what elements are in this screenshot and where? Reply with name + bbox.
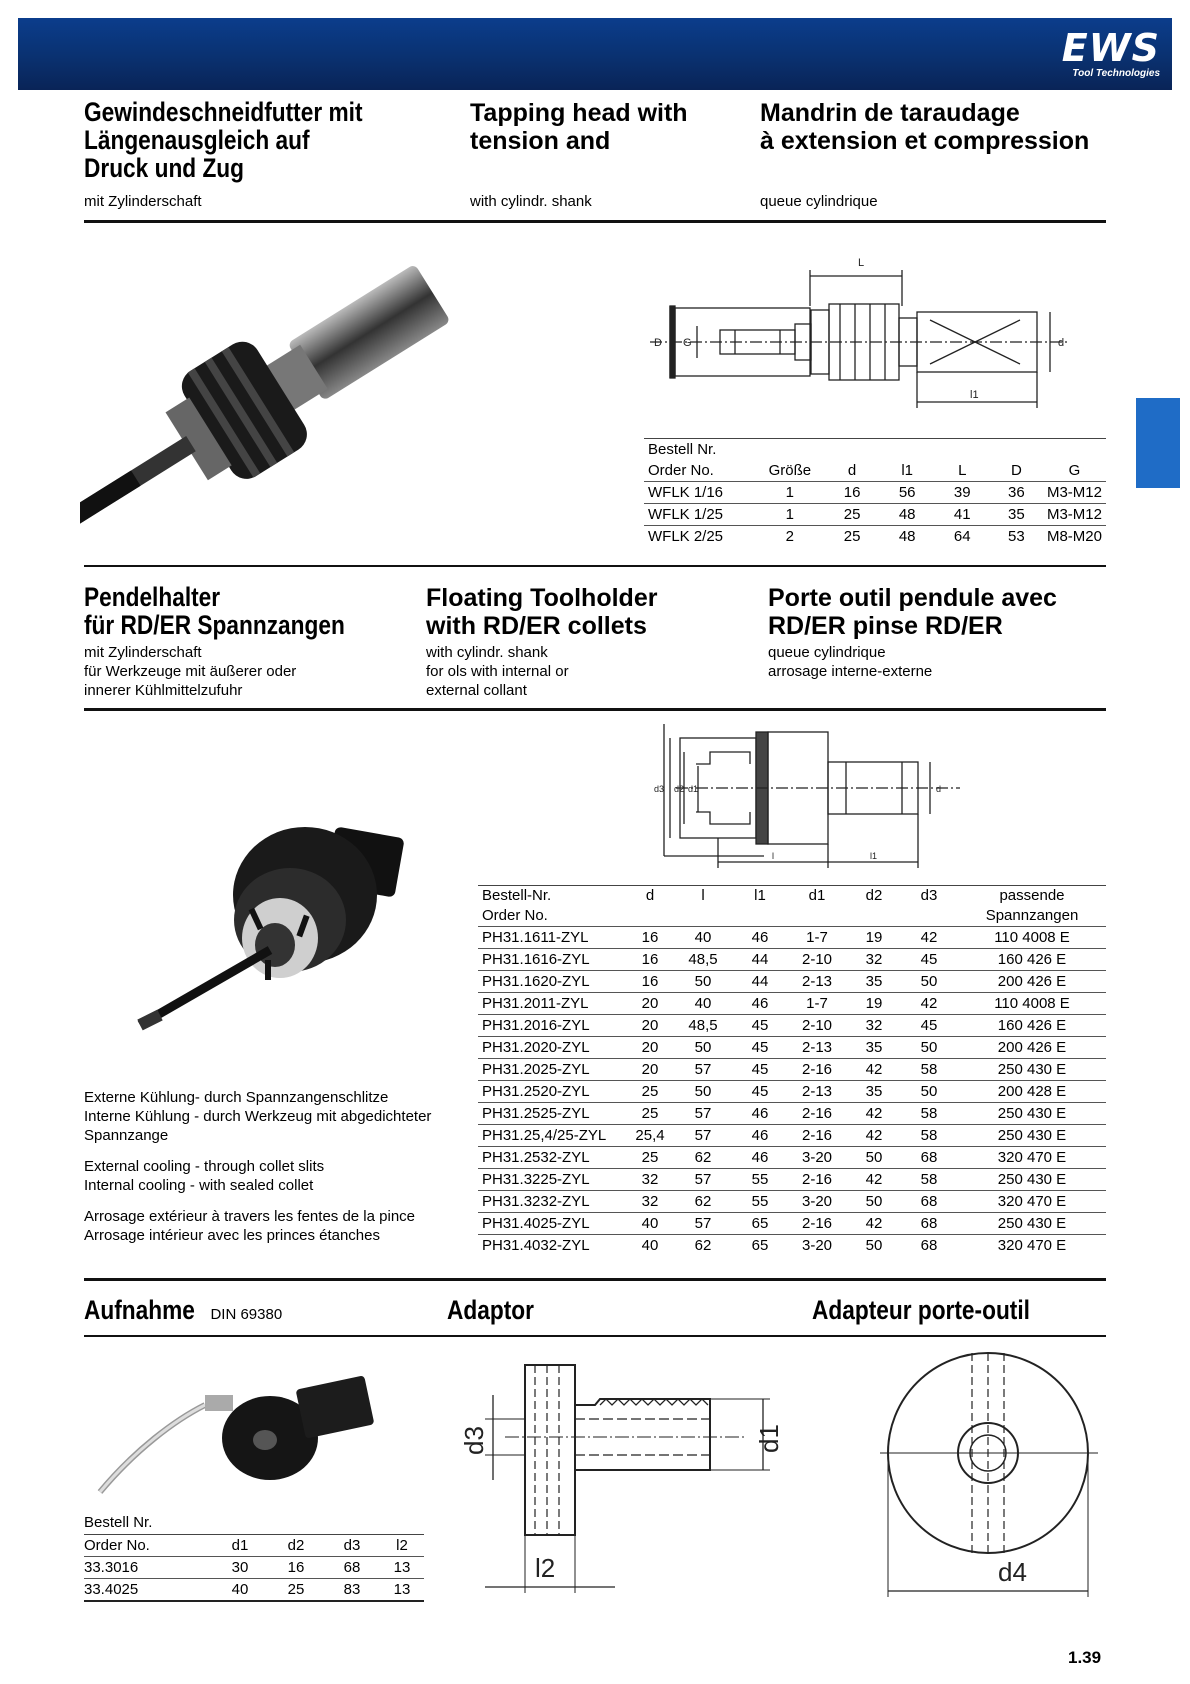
table-cell: 2-16 <box>786 1103 848 1125</box>
dim-label: D <box>654 337 662 349</box>
s3-table-bottom-rule <box>84 1600 424 1602</box>
table-cell: 20 <box>628 1059 672 1081</box>
table-cell: 250 430 E <box>958 1103 1106 1125</box>
adaptor-side-drawing <box>445 1355 795 1605</box>
s3-title-fr: Adapteur porte-outil <box>812 1295 1030 1325</box>
s1-table-wrap <box>644 438 1106 547</box>
dim-label: l2 <box>535 1553 556 1583</box>
table-cell: 35 <box>990 504 1043 526</box>
section-side-tab <box>1136 398 1180 488</box>
s2-table-body <box>478 927 1106 1257</box>
table-cell: 110 4008 E <box>958 993 1106 1015</box>
th: Bestell-Nr. <box>482 887 552 904</box>
table-cell: 19 <box>848 993 900 1015</box>
s2-table-header-row2 <box>478 905 1106 927</box>
table-cell: PH31.2011-ZYL <box>478 993 628 1015</box>
table-cell: 3-20 <box>786 1235 848 1257</box>
table-row <box>478 1235 1106 1257</box>
s2-title-de-line: Pendelhalter <box>84 582 221 612</box>
table-cell: 250 430 E <box>958 1169 1106 1191</box>
table-cell: 25,4 <box>628 1125 672 1147</box>
s1-title-de <box>84 98 362 182</box>
tapping-head-drawing <box>640 248 1080 413</box>
table-cell: 50 <box>900 1081 958 1103</box>
table-cell: 2-16 <box>786 1213 848 1235</box>
table-cell: 50 <box>900 1037 958 1059</box>
table-cell: 48 <box>880 526 935 548</box>
table-cell: 65 <box>734 1235 786 1257</box>
table-cell: 320 470 E <box>958 1147 1106 1169</box>
dim-label: G <box>683 337 692 349</box>
table-cell: 250 430 E <box>958 1125 1106 1147</box>
s1-table <box>644 460 1106 547</box>
table-cell: 48,5 <box>672 949 734 971</box>
s1-sub-en: with cylindr. shank <box>470 193 592 210</box>
table-cell: 57 <box>672 1213 734 1235</box>
s3-top-divider <box>84 1278 1106 1281</box>
logo-tagline: Tool Technologies <box>1072 68 1160 79</box>
table-cell: 53 <box>990 526 1043 548</box>
s2-title-de-line: für RD/ER Spannzangen <box>84 610 345 640</box>
s1-divider <box>84 220 1106 223</box>
s2-sub-en-line: for ols with internal or <box>426 663 569 680</box>
table-cell: 58 <box>900 1169 958 1191</box>
table-row <box>478 1191 1106 1213</box>
table-cell: 40 <box>672 927 734 949</box>
s1-title-de-line: Druck und Zug <box>84 153 245 183</box>
table-cell: PH31.2532-ZYL <box>478 1147 628 1169</box>
table-cell: 2-13 <box>786 1037 848 1059</box>
adaptor-photo <box>95 1360 395 1510</box>
table-cell: WFLK 1/16 <box>644 482 755 504</box>
s2-sub-fr <box>768 643 932 681</box>
s2-sub-de-line: für Werkzeuge mit äußerer oder <box>84 663 297 680</box>
s3-title-de-wrap <box>84 1296 282 1324</box>
table-row <box>478 1147 1106 1169</box>
s2-table-wrap <box>478 885 1106 1256</box>
table-cell: 33.4025 <box>84 1579 212 1601</box>
table-cell: 160 426 E <box>958 949 1106 971</box>
table-cell: 44 <box>734 949 786 971</box>
table-row <box>478 1059 1106 1081</box>
table-cell: 42 <box>848 1103 900 1125</box>
table-cell: 42 <box>848 1213 900 1235</box>
table-row <box>478 927 1106 949</box>
table-cell: 35 <box>848 971 900 993</box>
table-cell: 32 <box>628 1191 672 1213</box>
table-cell: 64 <box>935 526 990 548</box>
table-cell: 2-13 <box>786 971 848 993</box>
table-cell: 45 <box>734 1037 786 1059</box>
th: G <box>1068 462 1081 479</box>
s2-sub-en-line: with cylindr. shank <box>426 644 548 661</box>
table-cell: 55 <box>734 1191 786 1213</box>
note-line: Interne Kühlung - durch Werkzeug mit abgedichteter <box>84 1108 432 1125</box>
table-cell: 33.3016 <box>84 1557 212 1579</box>
th: Order No. <box>648 462 714 479</box>
note-line: Internal cooling - with sealed collet <box>84 1177 314 1194</box>
table-cell: 42 <box>848 1125 900 1147</box>
s2-sub-de-line: mit Zylinderschaft <box>84 644 202 661</box>
table-cell: 50 <box>672 971 734 993</box>
s2-divider <box>84 708 1106 711</box>
table-cell: 65 <box>734 1213 786 1235</box>
floating-toolholder-photo <box>130 820 420 1040</box>
s2-top-divider <box>84 565 1106 567</box>
table-cell: 58 <box>900 1125 958 1147</box>
table-cell: PH31.3225-ZYL <box>478 1169 628 1191</box>
table-row <box>478 1125 1106 1147</box>
s1-sub-fr: queue cylindrique <box>760 193 878 210</box>
s2-sub-fr-line: queue cylindrique <box>768 644 886 661</box>
th: d2 <box>287 1537 305 1554</box>
table-cell: 50 <box>672 1081 734 1103</box>
table-cell: 57 <box>672 1169 734 1191</box>
table-cell: M3-M12 <box>1043 504 1106 526</box>
table-cell: 25 <box>268 1579 324 1601</box>
s3-title-de: Aufnahme <box>84 1295 195 1325</box>
table-cell: 40 <box>628 1213 672 1235</box>
table-cell: 20 <box>628 1015 672 1037</box>
th: D <box>1010 462 1022 479</box>
th: l2 <box>396 1537 408 1554</box>
table-cell: 13 <box>380 1579 424 1601</box>
table-cell: 32 <box>848 1015 900 1037</box>
s1-table-body <box>644 482 1106 548</box>
table-cell: 2-13 <box>786 1081 848 1103</box>
table-cell: 48,5 <box>672 1015 734 1037</box>
table-cell: PH31.4032-ZYL <box>478 1235 628 1257</box>
table-cell: 25 <box>825 504 880 526</box>
table-cell: 48 <box>880 504 935 526</box>
table-cell: 1 <box>755 482 824 504</box>
s2-title-de <box>84 583 345 639</box>
table-cell: 50 <box>900 971 958 993</box>
th: l <box>701 887 705 904</box>
table-row <box>478 1169 1106 1191</box>
s1-title-fr <box>760 99 1089 155</box>
table-cell: 16 <box>628 971 672 993</box>
s3-table <box>84 1535 424 1600</box>
table-cell: 320 470 E <box>958 1191 1106 1213</box>
table-cell: 3-20 <box>786 1147 848 1169</box>
s2-title-en <box>426 584 657 640</box>
table-cell: 2-16 <box>786 1169 848 1191</box>
table-cell: 1-7 <box>786 927 848 949</box>
table-cell: 46 <box>734 927 786 949</box>
floating-toolholder-drawing <box>640 716 980 876</box>
table-cell: 250 430 E <box>958 1213 1106 1235</box>
table-row <box>84 1579 424 1601</box>
s1-title-en-line: Tapping head with <box>470 99 688 127</box>
s2-sub-en-line: external collant <box>426 682 527 699</box>
table-cell: PH31.1611-ZYL <box>478 927 628 949</box>
s2-title-fr-line: Porte outil pendule avec <box>768 584 1057 612</box>
table-cell: WFLK 2/25 <box>644 526 755 548</box>
s2-title-en-line: Floating Toolholder <box>426 584 658 612</box>
table-cell: 42 <box>848 1059 900 1081</box>
table-cell: 200 428 E <box>958 1081 1106 1103</box>
table-row <box>478 1015 1106 1037</box>
table-row <box>478 971 1106 993</box>
table-cell: 16 <box>628 927 672 949</box>
table-row <box>644 504 1106 526</box>
dim-label: d1 <box>754 1424 784 1453</box>
table-cell: 45 <box>734 1015 786 1037</box>
table-cell: PH31.25,4/25-ZYL <box>478 1125 628 1147</box>
table-row <box>478 1103 1106 1125</box>
table-row <box>644 526 1106 548</box>
note-line: Spannzange <box>84 1127 169 1144</box>
s2-sub-fr-line: arrosage interne-externe <box>768 663 933 680</box>
s2-sub-en <box>426 643 569 700</box>
table-cell: PH31.2025-ZYL <box>478 1059 628 1081</box>
page-number: 1.39 <box>1068 1648 1102 1667</box>
table-cell: 68 <box>900 1191 958 1213</box>
table-cell: 200 426 E <box>958 971 1106 993</box>
table-row <box>478 1037 1106 1059</box>
table-cell: 46 <box>734 993 786 1015</box>
table-cell: 41 <box>935 504 990 526</box>
table-cell: 20 <box>628 993 672 1015</box>
s1-title-fr-line: Mandrin de taraudage <box>760 99 1020 127</box>
th: d1 <box>231 1537 249 1554</box>
table-cell: 50 <box>848 1191 900 1213</box>
table-cell: PH31.2520-ZYL <box>478 1081 628 1103</box>
table-cell: 44 <box>734 971 786 993</box>
table-cell: 25 <box>628 1103 672 1125</box>
table-cell: 320 470 E <box>958 1235 1106 1257</box>
adaptor-front-drawing <box>880 1345 1110 1605</box>
table-cell: 32 <box>628 1169 672 1191</box>
dim-label: l1 <box>870 851 878 861</box>
table-cell: 16 <box>628 949 672 971</box>
s2-table-header-row <box>478 886 1106 905</box>
table-cell: 56 <box>880 482 935 504</box>
s3-table-wrap <box>84 1512 424 1602</box>
table-cell: 45 <box>734 1059 786 1081</box>
table-row <box>478 1213 1106 1235</box>
logo-text: EWS <box>1061 26 1160 70</box>
table-cell: 62 <box>672 1235 734 1257</box>
table-cell: 40 <box>628 1235 672 1257</box>
table-cell: WFLK 1/25 <box>644 504 755 526</box>
dim-label: d <box>936 784 942 794</box>
table-cell: 42 <box>848 1169 900 1191</box>
table-cell: 35 <box>848 1037 900 1059</box>
table-cell: 16 <box>825 482 880 504</box>
s1-title-en-line: tension and <box>470 127 611 155</box>
table-cell: 68 <box>900 1213 958 1235</box>
table-cell: PH31.2525-ZYL <box>478 1103 628 1125</box>
table-cell: 40 <box>212 1579 268 1601</box>
dim-label: l <box>772 851 774 861</box>
note-line: Arrosage extérieur à travers les fentes de la pince <box>84 1208 416 1225</box>
table-cell: 68 <box>900 1235 958 1257</box>
s1-title-de-line: Längenausgleich auf <box>84 125 310 155</box>
s3-table-body <box>84 1557 424 1601</box>
s1-title-fr-line: à extension et compression <box>760 127 1090 155</box>
s1-table-head1: Bestell Nr. <box>648 441 717 458</box>
table-cell: 57 <box>672 1125 734 1147</box>
table-cell: 42 <box>900 927 958 949</box>
s2-notes <box>84 1088 431 1245</box>
table-cell: 55 <box>734 1169 786 1191</box>
th: passende <box>999 887 1065 904</box>
table-cell: 50 <box>848 1147 900 1169</box>
dim-label: d3 <box>459 1426 489 1455</box>
s3-title-en: Adaptor <box>447 1295 534 1325</box>
table-cell: 39 <box>935 482 990 504</box>
th: d3 <box>920 887 938 904</box>
table-cell: 16 <box>268 1557 324 1579</box>
s3-divider <box>84 1335 1106 1337</box>
th: Order No. <box>482 907 548 924</box>
table-cell: 46 <box>734 1147 786 1169</box>
table-cell: 62 <box>672 1147 734 1169</box>
s1-title-en <box>470 99 688 155</box>
table-cell: 36 <box>990 482 1043 504</box>
table-cell: 46 <box>734 1125 786 1147</box>
th: Order No. <box>84 1537 150 1554</box>
table-cell: 50 <box>672 1037 734 1059</box>
tapping-head-photo <box>80 258 480 528</box>
table-cell: 1-7 <box>786 993 848 1015</box>
s3-table-head1: Bestell Nr. <box>84 1514 153 1531</box>
s2-title-fr-line: RD/ER pinse RD/ER <box>768 612 1003 640</box>
table-cell: 40 <box>672 993 734 1015</box>
s3-table-header-row <box>84 1535 424 1557</box>
table-cell: 20 <box>628 1037 672 1059</box>
s2-title-fr <box>768 584 1057 640</box>
th: l1 <box>754 887 766 904</box>
dim-label: d <box>1058 337 1065 349</box>
table-cell: PH31.4025-ZYL <box>478 1213 628 1235</box>
dim-label: d3 <box>654 784 665 794</box>
s2-table <box>478 886 1106 1256</box>
table-cell: 35 <box>848 1081 900 1103</box>
dim-label: L <box>858 257 865 269</box>
table-cell: 46 <box>734 1103 786 1125</box>
table-row <box>84 1557 424 1579</box>
dim-label: d4 <box>998 1557 1027 1587</box>
s3-din: DIN 69380 <box>210 1306 283 1323</box>
table-cell: 45 <box>734 1081 786 1103</box>
table-cell: PH31.2020-ZYL <box>478 1037 628 1059</box>
note-line: Arrosage intérieur avec les princes étanches <box>84 1227 380 1244</box>
table-cell: 62 <box>672 1191 734 1213</box>
table-cell: 250 430 E <box>958 1059 1106 1081</box>
table-cell: 2-16 <box>786 1125 848 1147</box>
s1-sub-de: mit Zylinderschaft <box>84 193 202 210</box>
table-row <box>478 949 1106 971</box>
dim-label: d2 <box>674 784 685 794</box>
table-cell: 45 <box>900 1015 958 1037</box>
table-row <box>478 993 1106 1015</box>
table-cell: PH31.3232-ZYL <box>478 1191 628 1213</box>
s2-title-en-line: with RD/ER collets <box>426 612 647 640</box>
th: L <box>958 462 967 479</box>
table-cell: 42 <box>900 993 958 1015</box>
table-cell: 200 426 E <box>958 1037 1106 1059</box>
table-cell: 110 4008 E <box>958 927 1106 949</box>
table-cell: 19 <box>848 927 900 949</box>
table-cell: M3-M12 <box>1043 482 1106 504</box>
s2-sub-de <box>84 643 296 700</box>
table-cell: 32 <box>848 949 900 971</box>
table-cell: 2 <box>755 526 824 548</box>
th: Größe <box>768 462 812 479</box>
table-cell: M8-M20 <box>1043 526 1106 548</box>
th: d2 <box>865 887 883 904</box>
table-cell: 68 <box>324 1557 380 1579</box>
table-cell: 68 <box>900 1147 958 1169</box>
table-cell: 25 <box>825 526 880 548</box>
th: l1 <box>901 462 914 479</box>
th: d1 <box>808 887 826 904</box>
table-cell: PH31.2016-ZYL <box>478 1015 628 1037</box>
table-cell: PH31.1620-ZYL <box>478 971 628 993</box>
table-cell: 3-20 <box>786 1191 848 1213</box>
note-line: External cooling - through collet slits <box>84 1158 325 1175</box>
table-row <box>644 482 1106 504</box>
table-cell: 2-10 <box>786 949 848 971</box>
table-cell: 30 <box>212 1557 268 1579</box>
th: d <box>645 887 655 904</box>
th: Spannzangen <box>985 907 1079 924</box>
s1-table-header-row <box>644 460 1106 482</box>
ews-logo <box>1030 28 1160 82</box>
table-cell: 57 <box>672 1059 734 1081</box>
table-cell: 2-16 <box>786 1059 848 1081</box>
note-line: Externe Kühlung- durch Spannzangenschlitze <box>84 1089 389 1106</box>
header-banner <box>18 18 1172 90</box>
table-cell: PH31.1616-ZYL <box>478 949 628 971</box>
table-cell: 58 <box>900 1103 958 1125</box>
table-cell: 57 <box>672 1103 734 1125</box>
th: d3 <box>343 1537 361 1554</box>
table-row <box>478 1081 1106 1103</box>
s2-sub-de-line: innerer Kühlmittelzufuhr <box>84 682 243 699</box>
table-cell: 25 <box>628 1081 672 1103</box>
table-cell: 50 <box>848 1235 900 1257</box>
s1-title-de-line: Gewindeschneidfutter mit <box>84 97 363 127</box>
dim-label: l1 <box>970 389 979 401</box>
table-cell: 1 <box>755 504 824 526</box>
table-cell: 13 <box>380 1557 424 1579</box>
table-cell: 83 <box>324 1579 380 1601</box>
th: d <box>847 462 857 479</box>
table-cell: 58 <box>900 1059 958 1081</box>
dim-label: d1 <box>688 784 699 794</box>
table-cell: 45 <box>900 949 958 971</box>
table-cell: 2-10 <box>786 1015 848 1037</box>
table-cell: 25 <box>628 1147 672 1169</box>
table-cell: 160 426 E <box>958 1015 1106 1037</box>
